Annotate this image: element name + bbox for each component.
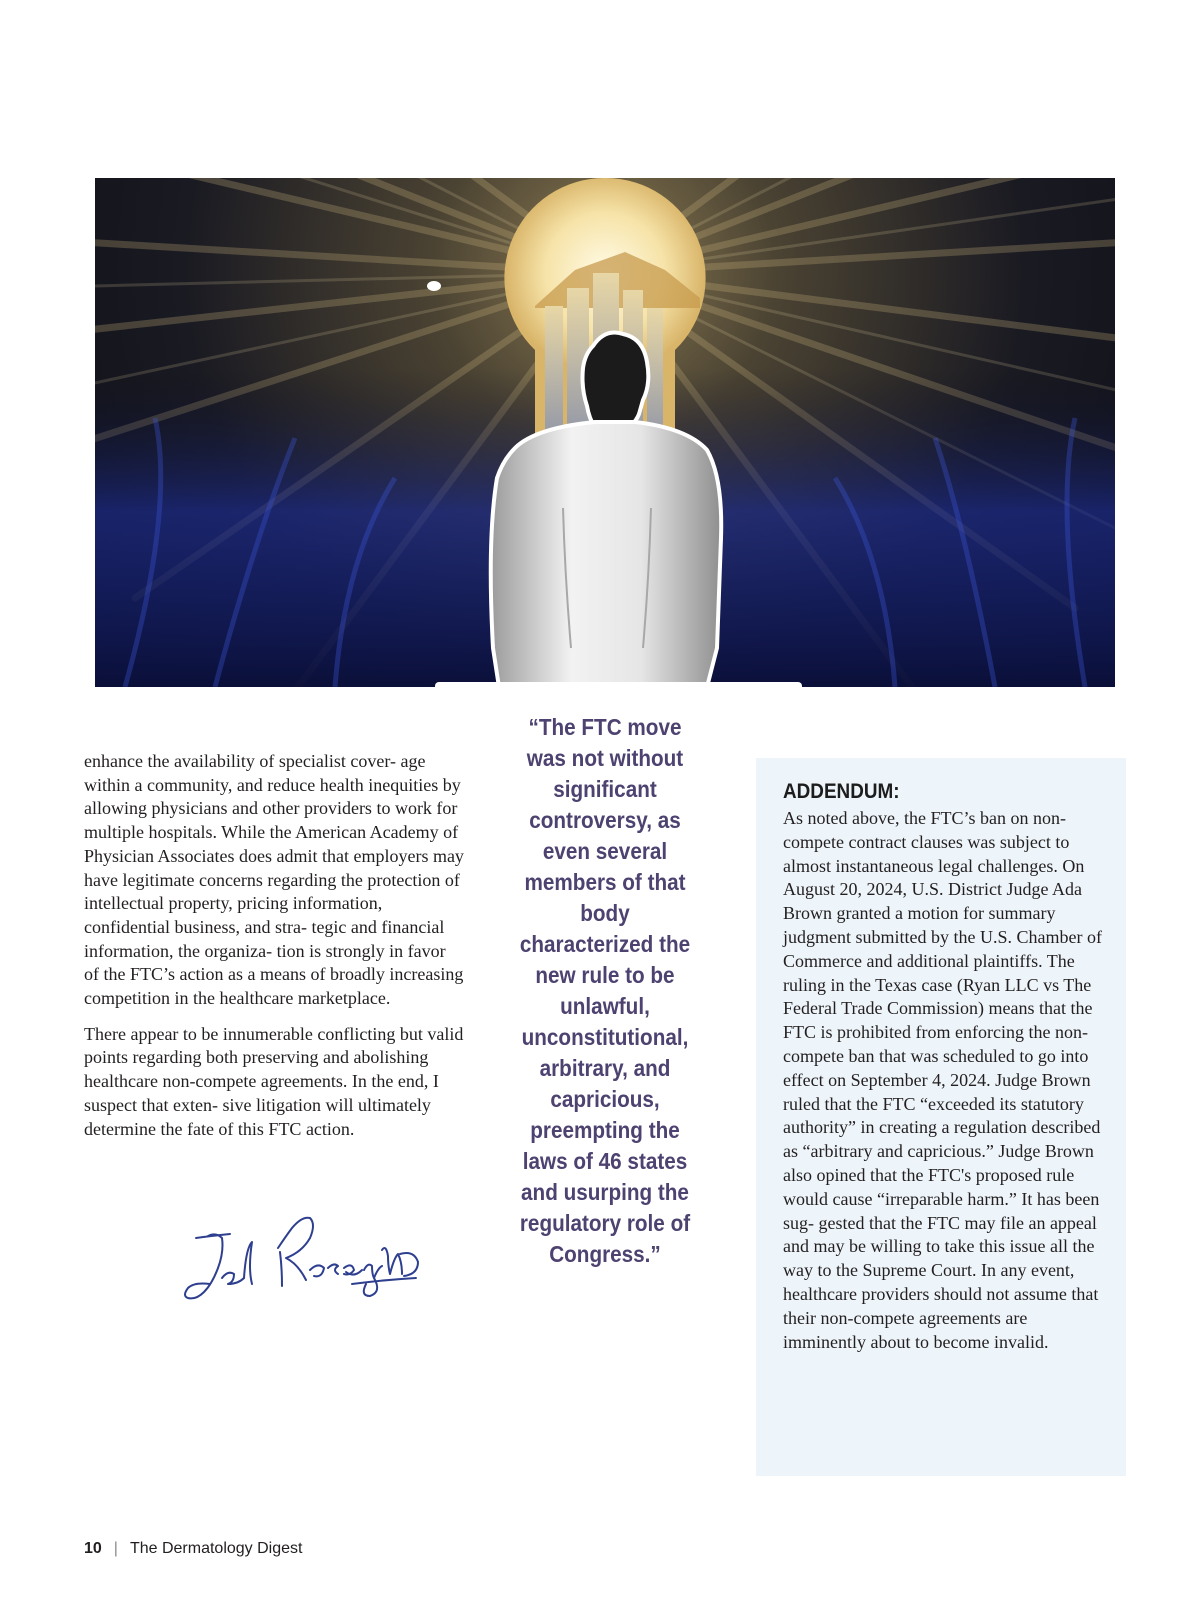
hero-caption-tab (435, 682, 802, 690)
article-left-column (84, 750, 464, 1153)
footer-separator: | (113, 1540, 118, 1557)
page-footer (84, 1540, 302, 1558)
keyhole-illustration (95, 178, 1115, 687)
publication-name: The Dermatology Digest (129, 1540, 303, 1557)
addendum-title: ADDENDUM: (783, 780, 900, 803)
author-signature (182, 1208, 422, 1312)
article-paragraph-2: There appear to be innumerable conflicting but valid points regarding both preserving and abolishing healthcare non-compete agreements. In the end, I suspect that exten- sive litigation will ultimately determine the fate of this FTC action. (84, 1023, 464, 1139)
addendum-body: As noted above, the FTC’s ban on non-compete contract clauses was subject to almost instantaneous legal challenges. On August 20, 2024, U.S. District Judge Ada Brown granted a motion for summary judgment submitted by the U.S. Chamber of Commerce and additional plaintiffs. The ruling in the Texas case (Ryan LLC vs The Federal Trade Commission) means that the FTC is prohibited from enforcing the non-compete ban that was scheduled to go into effect on September 4, 2024. Judge Brown ruled that the FTC “exceeded its statutory authority” in creating a regulation described as “arbitrary and capricious.” Judge Brown also opined that the FTC's proposed rule would cause “irreparable harm.” It has been sug- gested that the FTC may file an appeal and may be willing to take this issue all the way to the Supreme Court. In any event, healthcare providers should not assume that their non-compete agreements are imminently about to become invalid. (783, 808, 1102, 1352)
hero-illustration (95, 178, 1115, 687)
pull-quote: “The FTC move was not without significant controversy, as even several members of that body characterized the new rule to be unlawful, unconstitutional, arbitrary, and capricious, preempting the laws of 46 states and usurping the regulatory role of Congress.” (519, 714, 691, 1267)
page-number: 10 (84, 1540, 102, 1557)
article-paragraph-1: enhance the availability of specialist cover- age within a community, and reduce health inequities by allowing physicians and other providers to work for multiple hospitals. While the American Academy of Physician Associates does admit that employers may have legitimate concerns regarding the protection of intellectual property, pricing information, confidential business, and stra- tegic and financial information, the organiza- tion is strongly in favor of the FTC’s action as a means of broadly increasing competition in the healthcare marketplace. (84, 751, 464, 1009)
addendum-box (756, 758, 1126, 1476)
